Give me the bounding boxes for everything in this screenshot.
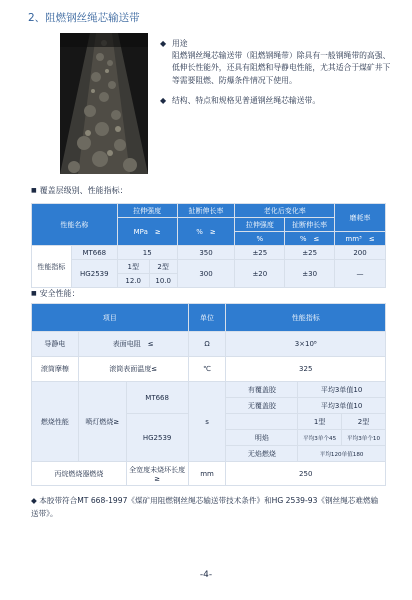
std-hg2539: HG2539 <box>71 260 117 288</box>
th-aging-elong-unit: % ≤ <box>285 232 335 246</box>
page-number: -4- <box>199 570 213 580</box>
static-label: 导静电 <box>32 332 79 357</box>
th-elong-unit: % ≥ <box>177 218 235 246</box>
usage-text: 阻燃钢丝绳芯输送带（阻燃钢绳带）除具有一般钢绳带的高强、低伸长性能外，还具有阻燃和导静电性能，尤其适合于煤矿井下等需要阻燃、防爆条件情况下使用。 <box>172 51 391 85</box>
static-unit: Ω <box>188 332 226 357</box>
drum-value: 325 <box>226 357 386 382</box>
propane-sub: 全宽度未烧坏长度≥ <box>126 462 188 486</box>
th-tensile-unit: MPa ≥ <box>117 218 177 246</box>
th-tensile: 拉伸强度 <box>117 204 177 218</box>
structure-text: 结构、特点和规格见普通钢丝绳芯输送带。 <box>172 95 321 105</box>
bullet-dot-icon: ◆ <box>160 95 167 105</box>
hg-type2: 2型 <box>149 260 177 274</box>
th-wear: 磨耗率 <box>335 204 386 232</box>
compliance-note: ◆ 本胶带符合MT 668-1997《煤矿用阻燃钢丝绳芯输送带技术条件》和HG 2539-93《钢丝绳芯难燃输送带》。 <box>31 496 379 518</box>
th-aging-tensile: 拉伸强度 <box>235 218 285 232</box>
square-bullet-icon: ■ <box>31 187 37 194</box>
burn-std-hg2539: HG2539 <box>126 414 188 462</box>
burn-std-mt668: MT668 <box>126 382 188 414</box>
th-elong: 扯断伸长率 <box>177 204 235 218</box>
flame-label: 明焰 <box>226 430 298 446</box>
flame-type2: 平均3单个10 <box>342 430 386 446</box>
mt-aging-tensile: ±25 <box>235 246 285 260</box>
row-label: 性能指标 <box>32 246 72 288</box>
no-flame-value: 平均120单值180 <box>298 446 386 462</box>
static-value: 3×10⁸ <box>226 332 386 357</box>
mt-elong: 350 <box>177 246 235 260</box>
cover-section-title: ■ 覆盖层级别、性能指标： <box>31 186 128 195</box>
usage-bullet <box>160 38 392 87</box>
hg-tensile-2: 10.0 <box>149 274 177 288</box>
propane-label: 丙烷燃烧器燃烧 <box>32 462 127 486</box>
drum-label: 滚筒摩檫 <box>32 357 79 382</box>
structure-bullet <box>160 95 392 107</box>
mt-wear: 200 <box>335 246 386 260</box>
burn-sub: 喷灯燃烧≥ <box>78 382 126 462</box>
propane-value: 250 <box>226 462 386 486</box>
square-bullet-icon: ■ <box>31 290 37 297</box>
intro-bullets <box>160 38 392 107</box>
drum-sub: 滚筒表面温度≤ <box>78 357 188 382</box>
mt-tensile: 15 <box>117 246 177 260</box>
has-cover: 有覆盖胶 <box>226 382 298 398</box>
th-name: 性能名称 <box>32 204 118 246</box>
th-aging-tensile-unit: % <box>235 232 285 246</box>
hg-tensile-1: 12.0 <box>117 274 149 288</box>
hg-aging-elong: ±30 <box>285 260 335 288</box>
th-unit: 单位 <box>188 304 226 332</box>
th-wear-unit: mm³ ≤ <box>335 232 386 246</box>
th-aging: 老化后变化率 <box>235 204 335 218</box>
page-heading: 2、阻燃钢丝绳芯输送带 <box>28 12 140 24</box>
no-cover: 无覆盖胶 <box>226 398 298 414</box>
th-index: 性能指标 <box>226 304 386 332</box>
safety-table <box>31 303 386 486</box>
hg-type2: 2型 <box>342 414 386 430</box>
drum-unit: ℃ <box>188 357 226 382</box>
no-flame-label: 无焰燃烧 <box>226 446 298 462</box>
has-cover-value: 平均3单值10 <box>298 382 386 398</box>
hg-type1: 1型 <box>298 414 342 430</box>
bullet-dot-icon: ◆ <box>31 496 40 505</box>
flame-type1: 平均3单个45 <box>298 430 342 446</box>
burn-label: 燃烧性能 <box>32 382 79 462</box>
safety-section-title: ■ 安全性能： <box>31 289 80 298</box>
bullet-dot-icon: ◆ <box>160 39 167 48</box>
conveyor-photo <box>60 33 148 174</box>
static-sub: 表面电阻 ≤ <box>78 332 188 357</box>
no-cover-value: 平均3单值10 <box>298 398 386 414</box>
propane-unit: mm <box>188 462 226 486</box>
hg-type1: 1型 <box>117 260 149 274</box>
th-aging-elong: 扯断伸长率 <box>285 218 335 232</box>
hg-wear: — <box>335 260 386 288</box>
th-item: 项目 <box>32 304 189 332</box>
hg-elong: 300 <box>177 260 235 288</box>
hg-aging-tensile: ±20 <box>235 260 285 288</box>
mt-aging-elong: ±25 <box>285 246 335 260</box>
usage-title: 用途 <box>172 39 188 48</box>
burn-unit: s <box>188 382 226 462</box>
std-mt668: MT668 <box>71 246 117 260</box>
cover-table <box>31 203 386 288</box>
